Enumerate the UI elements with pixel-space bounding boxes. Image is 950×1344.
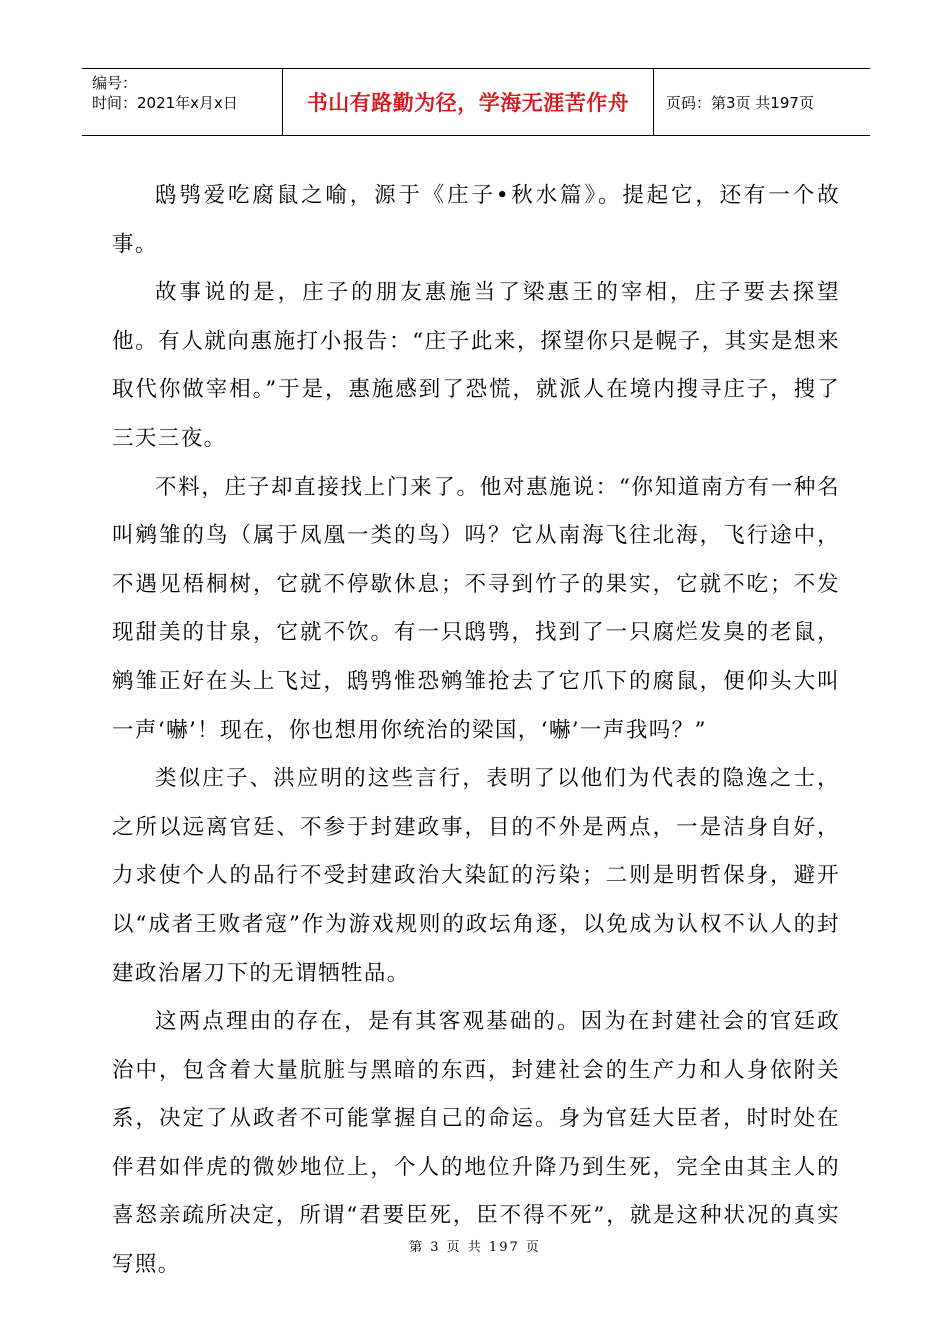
page-header — [82, 68, 870, 136]
header-motto: 书山有路勤为径，学海无涯苦作舟 — [282, 69, 654, 135]
document-body — [112, 172, 840, 1290]
number-label: 编号： — [92, 74, 138, 92]
date-label: 时间：2021年x月x日 — [92, 94, 238, 112]
header-page-info: 页码：第3页 共197页 — [666, 93, 814, 112]
paragraph: 不料，庄子却直接找上门来了。他对惠施说：“你知道南方有一种名叫鹓雏的鸟（属于凤凰一类的鸟）吗？它从南海飞往北海，飞行途中，不遇见梧桐树，它就不停歇休息；不寻到竹子的果实，它就不吃；不发现甜美的甘泉，它就不饮。有一只鸱鸮，找到了一只腐烂发臭的老鼠，鹓雏正好在头上飞过，鸱鸮惟恐鹓雏抢去了它爪下的腐鼠，便仰头大叫一声‘嚇’！现在，你也想用你统治的梁国，‘嚇’一声我吗？” — [112, 474, 840, 743]
header-meta — [82, 69, 282, 135]
paragraph: 这两点理由的存在，是有其客观基础的。因为在封建社会的官廷政治中，包含着大量肮脏与黑暗的东西，封建社会的生产力和人身依附关系，决定了从政者不可能掌握自己的命运。身为官廷大臣者，时时处在伴君如伴虎的微妙地位上，个人的地位升降乃到生死，完全由其主人的喜怒亲疏所决定，所谓“君要臣死，臣不得不死”，就是这种状况的真实写照。 — [112, 1009, 840, 1278]
paragraph: 类似庄子、洪应明的这些言行，表明了以他们为代表的隐逸之士，之所以远离官廷、不参于封建政事，目的不外是两点，一是洁身自好，力求使个人的品行不受封建政治大染缸的污染；二则是明哲保身，避开以“成者王败者寇”作为游戏规则的政坛角逐，以免成为认权不认人的封建政治屠刀下的无谓牺牲品。 — [112, 766, 840, 986]
page-footer: 第 3 页 共 197 页 — [409, 1240, 541, 1255]
paragraph: 故事说的是，庄子的朋友惠施当了梁惠王的宰相，庄子要去探望他。有人就向惠施打小报告：“庄子此来，探望你只是幌子，其实是想来取代你做宰相。”于是，惠施感到了恐慌，就派人在境内搜寻庄子，搜了三天三夜。 — [112, 280, 840, 451]
paragraph: 鸱鸮爱吃腐鼠之喻，源于《庄子•秋水篇》。提起它，还有一个故事。 — [112, 183, 840, 257]
